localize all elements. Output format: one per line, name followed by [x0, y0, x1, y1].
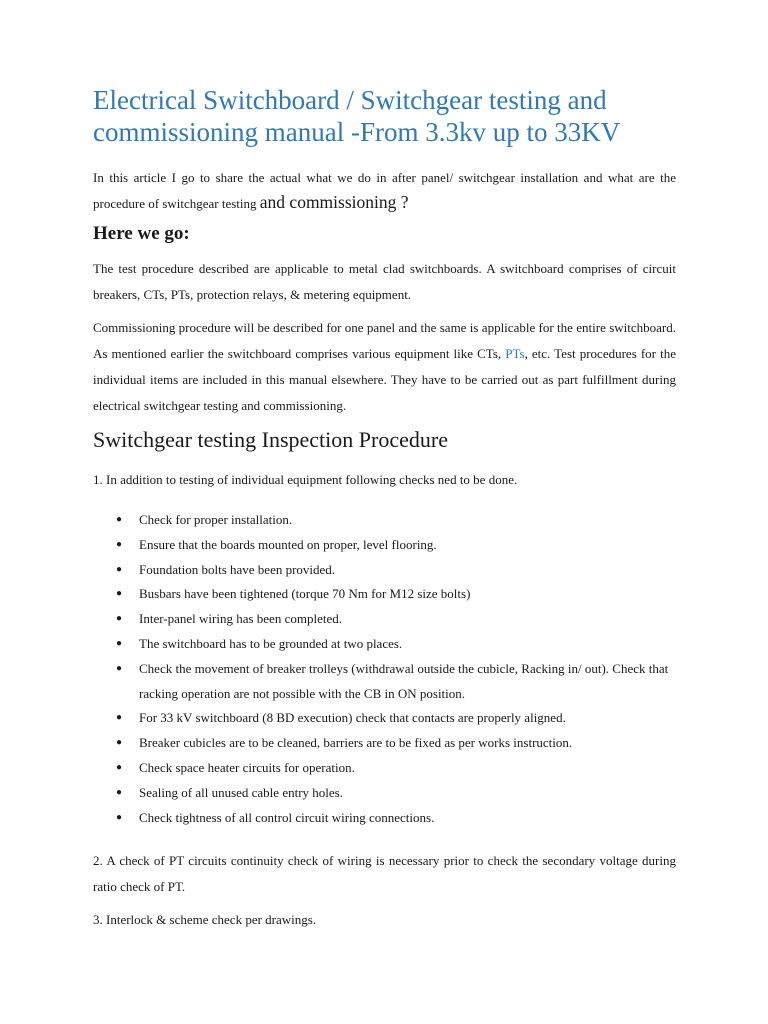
checklist-item-text: Sealing of all unused cable entry holes. — [139, 784, 343, 800]
checklist — [93, 508, 676, 830]
checklist-item-text: Check space heater circuits for operation. — [139, 759, 355, 775]
checklist-item — [93, 706, 676, 731]
section-heading: Switchgear testing Inspection Procedure — [93, 427, 448, 452]
page-title: Electrical Switchboard / Switchgear testing and commissioning manual -From 3.3kv up to 33KV — [93, 85, 621, 147]
bullet-icon: ● — [116, 662, 123, 674]
item-1: 1. In addition to testing of individual equipment following checks ned to be done. — [93, 472, 518, 487]
checklist-item-text: Inter-panel wiring has been completed. — [139, 611, 342, 627]
intro-text: In this article I go to share the actual what we do in after panel/ switchgear installation and what are the procedure of switchgear testing — [93, 170, 676, 211]
checklist-item-text: Check the movement of breaker trolleys (withdrawal outside the cubicle, Racking in/ out). Check that racking operation are not possible with the CB in ON position. — [139, 660, 669, 701]
checklist-item — [93, 806, 676, 831]
checklist-item — [93, 508, 676, 533]
pts-link[interactable]: PTs — [505, 346, 525, 361]
paragraph-commissioning-text: Commissioning procedure will be described for one panel and the same is applicable for the entire switchboard. As mentioned earlier the switchboard comprises various equipment like CTs, — [93, 320, 676, 361]
intro-text-large: and commissioning ? — [259, 192, 409, 212]
checklist-item — [93, 632, 676, 657]
checklist-item-text: Busbars have been tightened (torque 70 Nm for M12 size bolts) — [139, 586, 471, 602]
checklist-item — [93, 781, 676, 806]
bullet-icon: ● — [116, 811, 123, 823]
bullet-icon: ● — [116, 514, 123, 525]
bullet-icon: ● — [116, 588, 123, 600]
bullet-icon: ● — [116, 712, 123, 724]
checklist-item-text: Check for proper installation. — [139, 512, 293, 527]
here-we-go-heading: Here we go: — [93, 223, 190, 244]
bullet-icon: ● — [116, 637, 123, 649]
checklist-item — [93, 756, 676, 781]
checklist-item — [93, 558, 676, 583]
checklist-item — [93, 533, 676, 558]
checklist-item — [93, 657, 676, 707]
bullet-icon: ● — [116, 563, 123, 575]
bullet-icon: ● — [116, 613, 123, 625]
checklist-item — [93, 731, 676, 756]
checklist-item — [93, 607, 676, 632]
checklist-item-text: For 33 kV switchboard (8 BD execution) check that contacts are properly aligned. — [139, 710, 566, 726]
checklist-item-text: Breaker cubicles are to be cleaned, barriers are to be fixed as per works instruction. — [139, 735, 573, 751]
checklist-item-text: Foundation bolts have been provided. — [139, 561, 336, 577]
bullet-icon: ● — [116, 737, 123, 749]
checklist-item-text: Ensure that the boards mounted on proper, level flooring. — [139, 536, 437, 552]
bullet-icon: ● — [116, 761, 123, 773]
checklist-item-text: Check tightness of all control circuit wiring connections. — [139, 809, 435, 825]
checklist-item-text: The switchboard has to be grounded at two places. — [139, 635, 403, 651]
intro-paragraph — [93, 166, 676, 216]
bullet-icon: ● — [116, 538, 123, 550]
item-2: 2. A check of PT circuits continuity check of wiring is necessary prior to check the secondary voltage during ratio check of PT. — [93, 853, 676, 894]
paragraph-test-procedure: The test procedure described are applicable to metal clad switchboards. A switchboard comprises of circuit breakers, CTs, PTs, protection relays, & metering equipment. — [93, 261, 676, 302]
item-3: 3. Interlock & scheme check per drawings. — [93, 912, 317, 927]
paragraph-commissioning-text-2: , etc. Test procedures for the individual items are included in this manual elsewhere. They have to be carried out as part fulfillment during electrical switchgear testing and commissioning. — [93, 346, 676, 413]
checklist-item — [93, 582, 676, 607]
bullet-icon: ● — [116, 786, 123, 798]
paragraph-commissioning — [93, 315, 676, 419]
